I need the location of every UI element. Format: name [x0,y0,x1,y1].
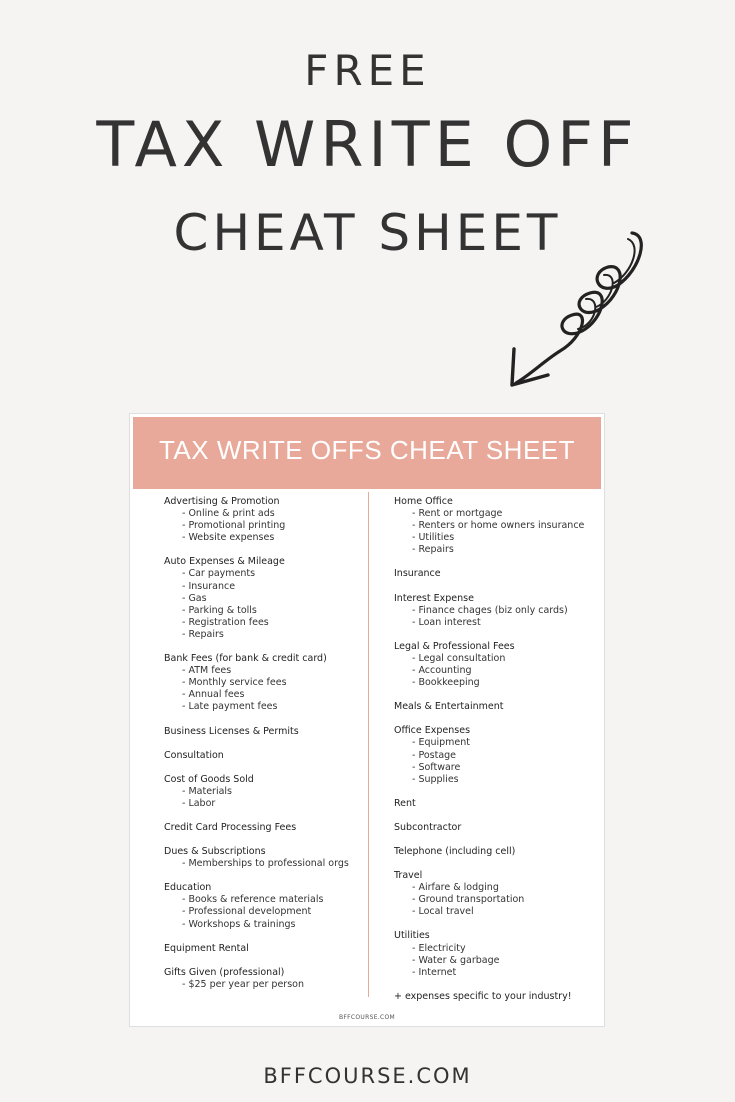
category-item: - Bookkeeping [412,677,480,689]
category-block [394,641,599,689]
right-categories [394,496,599,979]
category-title: Travel [394,870,423,882]
hero-line-free: FREE [304,46,431,95]
category-title: Subcontractor [394,821,462,833]
category-item: - Software [412,761,461,773]
category-block [164,882,364,930]
category-title: Home Office [394,496,453,507]
category-block [394,568,599,580]
category-block [394,725,599,785]
category-block [164,496,364,544]
sheet-header [133,417,601,489]
cheat-sheet [129,413,605,1027]
category-item: - Renters or home owners insurance [412,520,585,532]
category-block [164,556,364,641]
category-item: - Accounting [412,665,472,677]
category-title: Utilities [394,930,430,942]
category-block [164,774,364,810]
category-item: - Gas [182,592,207,604]
category-title: Credit Card Processing Fees [164,821,297,833]
category-item: - Internet [412,966,457,978]
category-item: - ATM fees [182,665,232,677]
category-block [394,496,599,556]
category-item: - Parking & tolls [182,604,257,616]
category-item: - Airfare & lodging [412,882,499,894]
category-item: - Supplies [412,773,459,785]
category-item: - Monthly service fees [182,677,287,689]
column-divider [368,492,369,997]
category-item: - Postage [412,749,457,761]
category-item: - $25 per year per person [182,978,304,990]
category-block [164,967,364,991]
hero-title: TAX WRITE OFF [96,108,639,181]
category-item: - Workshops & trainings [182,918,296,930]
category-block [164,726,364,738]
category-title: Legal & Professional Fees [394,640,515,652]
category-block [164,943,364,955]
category-item: - Car payments [182,568,256,580]
category-item: - Water & garbage [412,954,500,966]
category-item: - Local travel [412,906,474,918]
category-title: Rent [394,797,416,809]
category-item: - Loan interest [412,616,481,628]
category-item: - Annual fees [182,689,245,701]
category-item: - Labor [182,797,216,809]
sheet-title: TAX WRITE OFFS CHEAT SHEET [158,435,576,465]
category-item: - Memberships to professional orgs [182,858,349,870]
category-block [394,930,599,978]
category-block [164,750,364,762]
category-item: - Registration fees [182,616,269,628]
category-block [164,822,364,834]
category-item: - Promotional printing [182,520,286,532]
category-item: - Books & reference materials [182,894,324,906]
category-item: - Website expenses [182,532,275,544]
category-title: Gifts Given (professional) [164,966,285,978]
category-block [394,870,599,918]
category-block [394,846,599,858]
category-item: - Professional development [182,906,312,918]
category-title: Consultation [164,749,224,761]
category-title: Auto Expenses & Mileage [164,556,285,568]
category-block [394,798,599,810]
category-item: - Utilities [412,532,455,544]
category-title: Telephone (including cell) [394,845,516,857]
category-item: - Repairs [182,628,224,640]
footnote: + expenses specific to your industry! [394,990,572,1002]
category-title: Dues & Subscriptions [164,846,266,858]
left-column [164,496,364,1003]
category-item: - Rent or mortgage [412,508,503,520]
category-item: - Finance chages (biz only cards) [412,604,568,616]
category-item: - Ground transportation [412,894,525,906]
category-title: Interest Expense [394,592,474,604]
category-title: Office Expenses [394,725,471,737]
category-title: Cost of Goods Sold [164,773,254,785]
category-item: - Legal consultation [412,652,506,664]
category-item: - Repairs [412,544,454,556]
category-title: Bank Fees (for bank & credit card) [164,653,327,665]
category-title: Meals & Entertainment [394,701,504,713]
category-title: Insurance [394,568,441,580]
category-item: - Insurance [182,580,236,592]
category-item: - Equipment [412,737,471,749]
category-item: - Online & print ads [182,508,275,520]
hero-subtitle: CHEAT SHEET [173,204,562,262]
category-block [164,846,364,870]
curly-arrow-icon [500,225,650,390]
category-block [394,701,599,713]
category-title: Business Licenses & Permits [164,725,299,737]
category-block [164,653,364,713]
category-title: Equipment Rental [164,942,249,954]
category-block [394,822,599,834]
sheet-footer: BFFCOURSE.COM [339,1014,395,1021]
category-title: Education [164,882,212,894]
category-item: - Electricity [412,942,466,954]
category-item: - Late payment fees [182,701,278,713]
site-footer: BFFCOURSE.COM [263,1064,472,1088]
category-item: - Materials [182,785,232,797]
right-column [394,496,599,1003]
category-block [394,593,599,629]
category-title: Advertising & Promotion [164,496,280,507]
